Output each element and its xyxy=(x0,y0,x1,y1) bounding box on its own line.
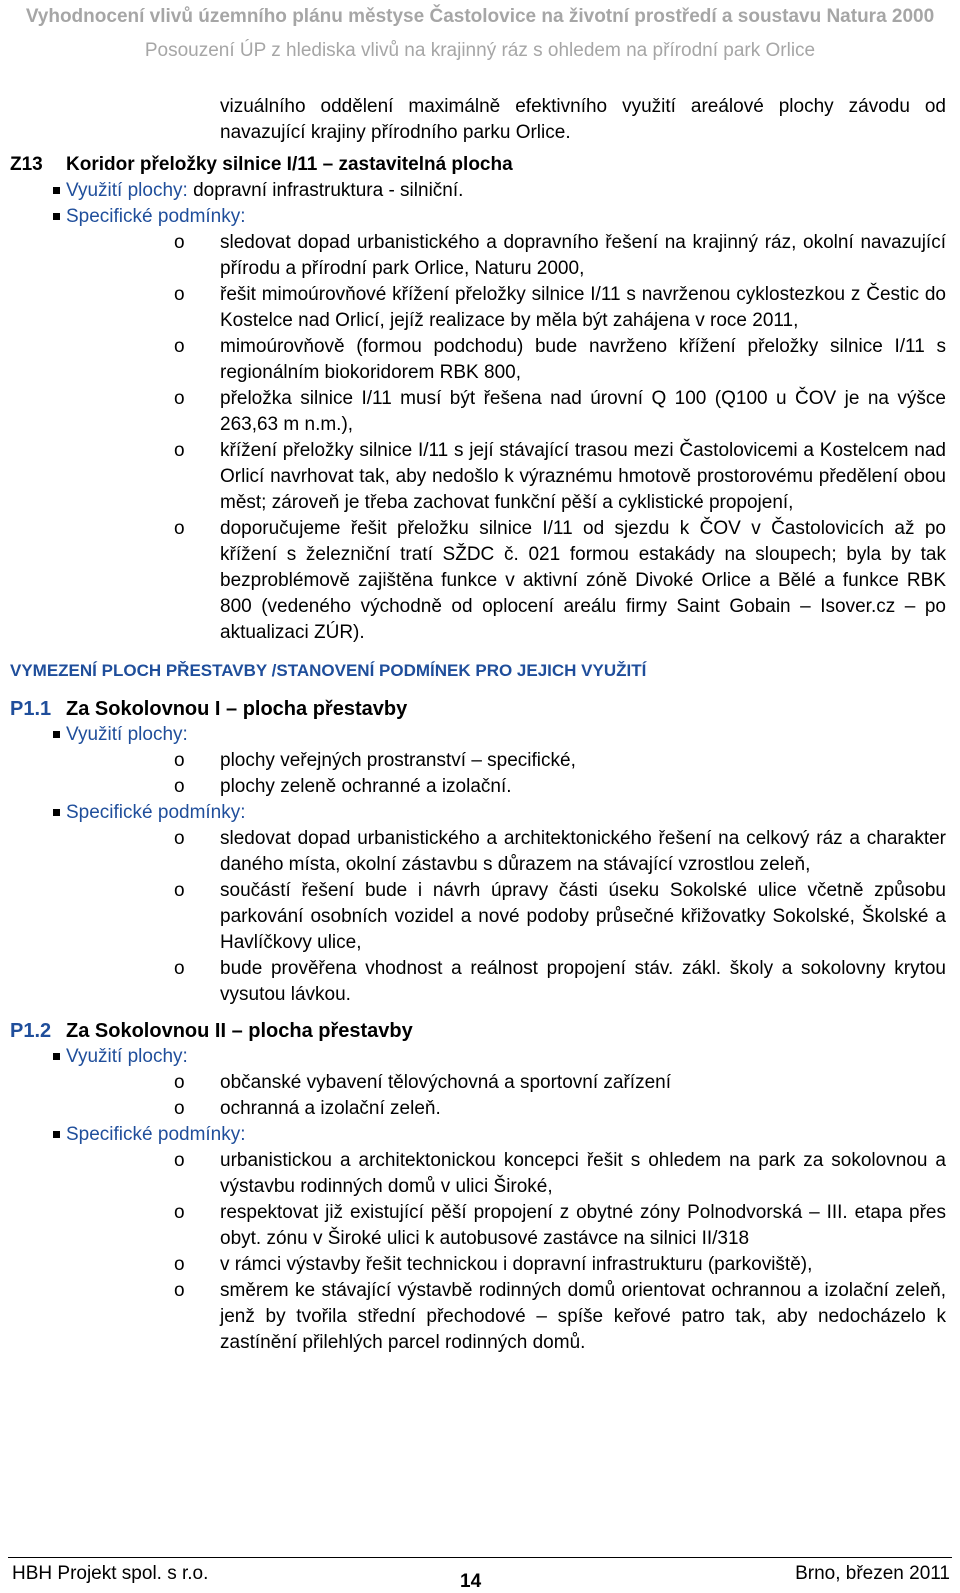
p12-heading xyxy=(10,1018,960,1044)
p11-uses-list xyxy=(174,748,946,800)
list-item: o sledovat dopad urbanistického a architektonického řešení na celkový ráz a charakter daného místa, okolní zástavbu s důrazem na stávající vzrostlou zeleň, xyxy=(174,828,946,875)
footer-place-date: Brno, březen 2011 xyxy=(795,1563,950,1584)
p12-conditions-heading xyxy=(66,1122,960,1148)
section-title: VYMEZENÍ PLOCH PŘESTAVBY /STANOVENÍ PODMÍNEK PRO JEJICH VYUŽITÍ xyxy=(10,661,647,680)
list-item: o mimoúrovňově (formou podchodu) bude navrženo křížení přeložky silnice I/11 s regionálním biokoridorem RBK 800, xyxy=(174,336,946,383)
list-item: o křížení přeložky silnice I/11 s její stávající trasou mezi Častolovicemi a Kostelcem nad Orlicí navrhovat tak, aby nedošlo k výraznému hmotově prostorovému předělení obou měst; zároveň je třeba zachovat funkční pěší a cyklistické propojení, xyxy=(174,440,946,513)
p12-conditions-list xyxy=(174,1148,946,1356)
p11-heading xyxy=(10,696,960,722)
p12-code: P1.2 xyxy=(10,1020,52,1042)
p11-title: Za Sokolovnou I – plocha přestavby xyxy=(66,698,408,720)
page-body xyxy=(0,94,960,1356)
p12-title: Za Sokolovnou II – plocha přestavby xyxy=(66,1020,413,1042)
list-item: o přeložka silnice I/11 musí být řešena nad úrovní Q 100 (Q100 u ČOV je na výšce 263,63 m n.m.), xyxy=(174,388,946,435)
p12-use-label: Využití plochy: xyxy=(66,1046,188,1067)
list-item: o respektovat již existující pěší propojení z obytné zóny Polnodvorská – III. etapa přes obyt. zónu v Široké ulici k autobusové zastávce na silnici II/318 xyxy=(174,1202,946,1249)
z13-use xyxy=(66,178,960,204)
z13-use-value: dopravní infrastruktura - silniční. xyxy=(193,180,464,201)
z13-heading xyxy=(10,152,960,178)
list-item: o doporučujeme řešit přeložku silnice I/11 od sjezdu k ČOV v Častolovicích až po křížení s železniční tratí SŽDC č. 021 formou estakády na sloupech; byla by tak bezproblémově zajištěna funkce v aktivní zóně Divoké Orlice a Bělé a funkce RBK 800 (vedeného východně od oplocení areálu firmy Saint Gobain – Isover.cz – po aktualizaci ZÚR). xyxy=(174,518,946,643)
z13-use-label: Využití plochy: xyxy=(66,180,188,201)
list-item: o občanské vybavení tělovýchovná a sportovní zařízení xyxy=(174,1072,671,1093)
list-item: o plochy veřejných prostranství – specifické, xyxy=(174,750,576,771)
z13-title: Koridor přeložky silnice I/11 – zastavitelná plocha xyxy=(66,154,513,175)
list-item: o bude prověřena vhodnost a reálnost propojení stáv. zákl. školy a sokolovny krytou vysutou lávkou. xyxy=(174,958,946,1005)
z13-conditions-label: Specifické podmínky: xyxy=(66,206,246,227)
p11-conditions-label: Specifické podmínky: xyxy=(66,802,246,823)
footer-company: HBH Projekt spol. s r.o. xyxy=(12,1563,209,1584)
header-subtitle: Posouzení ÚP z hlediska vlivů na krajinný ráz s ohledem na přírodní park Orlice xyxy=(144,40,816,61)
header-title: Vyhodnocení vlivů územního plánu městyse Častolovice na životní prostředí a soustavu Natura 2000 xyxy=(25,6,935,27)
list-item: o sledovat dopad urbanistického a dopravního řešení na krajinný ráz, okolní navazující přírodu a přírodní park Orlice, Naturu 2000, xyxy=(174,232,946,279)
z13-conditions-list xyxy=(174,230,946,646)
list-item: o urbanistickou a architektonickou koncepci řešit s ohledem na park za sokolovnou a výstavbu rodinných domů v ulici Široké, xyxy=(174,1150,946,1197)
p12-uses-list xyxy=(174,1070,946,1122)
p11-code: P1.1 xyxy=(10,698,52,720)
p12-conditions-label: Specifické podmínky: xyxy=(66,1124,246,1145)
p11-use-label: Využití plochy: xyxy=(66,724,188,745)
p11-conditions-heading xyxy=(66,800,960,826)
intro-continuation: vizuálního oddělení maximálně efektivního využití areálové plochy závodu od navazující krajiny přírodního parku Orlice. xyxy=(220,96,946,143)
z13-conditions-heading xyxy=(66,204,960,230)
list-item: o v rámci výstavby řešit technickou i dopravní infrastrukturu (parkoviště), xyxy=(174,1254,813,1275)
z13-code: Z13 xyxy=(10,154,43,175)
list-item: o řešit mimoúrovňové křížení přeložky silnice I/11 s navrženou cyklostezkou z Čestic do Kostelce nad Orlicí, jejíž realizace by měla být zahájena v roce 2011, xyxy=(174,284,946,331)
list-item: o součástí řešení bude i návrh úpravy části úseku Sokolské ulice včetně způsobu parkování osobních vozidel a nové podoby průsečné křižovatky Sokolské, Školské a Havlíčkovy ulice, xyxy=(174,880,946,953)
p11-conditions-list xyxy=(174,826,946,1008)
list-item: o ochranná a izolační zeleň. xyxy=(174,1098,441,1119)
p11-use-heading xyxy=(66,722,960,748)
list-item: o směrem ke stávající výstavbě rodinných domů orientovat ochrannou a izolační zeleň, jenž by tvořila střední přechodové – spíše keřové patro tak, aby nedocházelo k zastínění přilehlých parcel rodinných domů. xyxy=(174,1280,946,1353)
page-footer xyxy=(0,1557,960,1593)
footer-divider xyxy=(8,1557,952,1558)
list-item: o plochy zeleně ochranné a izolační. xyxy=(174,776,512,797)
p12-use-heading xyxy=(66,1044,960,1070)
page-number: 14 xyxy=(460,1571,482,1592)
